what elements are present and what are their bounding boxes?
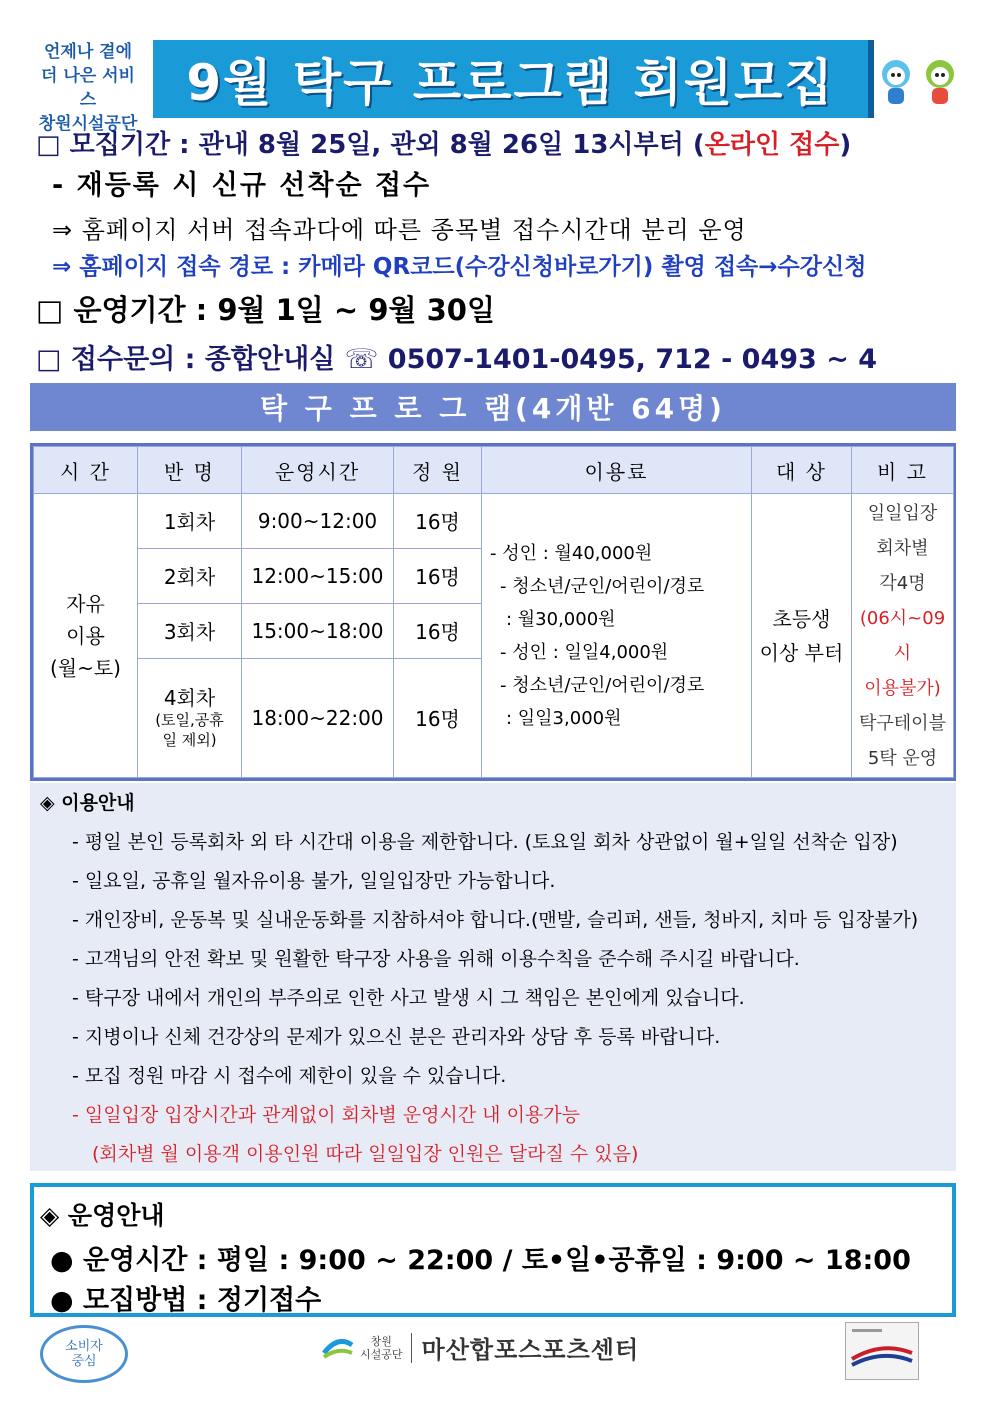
mascot-icon	[874, 52, 964, 108]
online-label: 온라인 접수	[704, 130, 840, 160]
fee-line: : 일일3,000원	[506, 707, 622, 729]
remarks-line: 이용불가)	[864, 677, 941, 699]
guide-item: - 지병이나 신체 건강상의 문제가 있으신 분은 관리자와 상담 후 등록 바랍니다.	[72, 1026, 721, 1048]
route-note: ⇒ 홈페이지 접속 경로 : 카메라 QR코드(수강신청바로가기) 촬영 접속→수강신청	[52, 254, 867, 280]
remarks-line: 일일입장	[867, 502, 938, 524]
class-name: 4회차	[163, 685, 216, 710]
title-banner	[153, 40, 874, 118]
org-name-line: 시설공단	[360, 1347, 403, 1361]
class-capacity: 16명	[394, 494, 482, 549]
org-logo-icon	[320, 1333, 356, 1363]
consumer-badge	[40, 1325, 128, 1383]
class-note: (토일,공휴	[155, 710, 224, 729]
remarks-cell	[852, 494, 954, 778]
center-name: 마산합포스포츠센터	[421, 1336, 640, 1364]
fee-line: : 월30,000원	[506, 608, 616, 630]
guide-item: - 평일 본인 등록회차 외 타 시간대 이용을 제한합니다. (토요일 회차 상관없이 월+일일 선착순 입장)	[72, 831, 898, 853]
class-note: 일 제외)	[162, 730, 217, 749]
header-remarks: 비 고	[852, 447, 954, 494]
header-target: 대 상	[752, 447, 852, 494]
class-hours: 18:00~22:00	[242, 658, 394, 777]
header-capacity: 정 원	[394, 447, 482, 494]
divider	[411, 1333, 412, 1363]
class-name: 2회차	[138, 548, 242, 603]
fee-cell	[482, 494, 752, 778]
fee-line: - 청소년/군인/어린이/경로	[500, 575, 705, 597]
slogan	[34, 40, 142, 136]
class-capacity: 16명	[394, 603, 482, 658]
operation-title: ◈ 운영안내	[40, 1201, 165, 1230]
remarks-line: 각4명	[879, 572, 926, 594]
time-cell	[34, 494, 138, 778]
class-name: 1회차	[138, 494, 242, 549]
class-capacity: 16명	[394, 658, 482, 777]
slogan-line-1: 언제나 곁에	[43, 42, 133, 62]
target-line: 이상 부터	[759, 640, 844, 665]
inquiry: □ 접수문의 : 종합안내실 ☏ 0507-1401-0495, 712 - 0493 ~ 4	[36, 344, 878, 375]
remarks-line: 회차별	[876, 537, 929, 559]
certification-icon	[845, 1322, 919, 1380]
class-capacity: 16명	[394, 548, 482, 603]
operation-hours: ● 운영시간 : 평일 : 9:00 ~ 22:00 / 토•일•공휴일 : 9:00 ~ 18:00	[50, 1245, 911, 1276]
program-banner-text: 탁 구 프 로 그 램(4개반 64명)	[260, 392, 726, 425]
operation-period: □ 운영기간 : 9월 1일 ~ 9월 30일	[36, 293, 495, 327]
recruit-method: ● 모집방법 : 정기접수	[50, 1285, 322, 1316]
footer-logo	[320, 1330, 639, 1365]
guide-item: - 일요일, 공휴일 월자유이용 불가, 일일입장만 가능합니다.	[72, 870, 556, 892]
fee-line: - 성인 : 월40,000원	[490, 542, 653, 564]
class-name-cell	[138, 658, 242, 777]
time-cell-line: 자유	[66, 591, 105, 616]
guide-item: - 개인장비, 운동복 및 실내운동화를 지참하셔야 합니다.(맨발, 슬리퍼, 샌들, 청바지, 치마 등 입장불가)	[72, 909, 919, 931]
target-cell	[752, 494, 852, 778]
class-hours: 9:00~12:00	[242, 494, 394, 549]
table-row	[34, 494, 954, 549]
header-time: 시 간	[34, 447, 138, 494]
program-table	[30, 443, 956, 781]
header-fee: 이용료	[482, 447, 752, 494]
header-class: 반 명	[138, 447, 242, 494]
guide-item: - 고객님의 안전 확보 및 원활한 탁구장 사용을 위해 이용수칙을 준수해 주시길 바랍니다.	[72, 948, 800, 970]
guide-item-warning: - 일일입장 입장시간과 관계없이 회차별 운영시간 내 이용가능	[72, 1104, 580, 1126]
fee-line: - 성인 : 일일4,000원	[500, 641, 669, 663]
org-name-small	[360, 1335, 403, 1361]
time-cell-line: (월~토)	[49, 655, 121, 680]
target-line: 초등생	[772, 606, 831, 631]
recruit-period-text: □ 모집기간 : 관내 8월 25일, 관외 8월 26일 13시부터 (	[36, 130, 705, 160]
badge-line: 중심	[71, 1354, 97, 1369]
remarks-line: 탁구테이블	[859, 712, 946, 734]
guide-title: ◈ 이용안내	[40, 792, 135, 814]
reregister-note: - 재등록 시 신규 선착순 접수	[52, 170, 432, 201]
recruit-period-close: )	[839, 130, 852, 160]
guide-item-warning: (회차별 월 이용객 이용인원 따라 일일입장 인원은 달라질 수 있음)	[92, 1143, 639, 1165]
class-hours: 15:00~18:00	[242, 603, 394, 658]
class-hours: 12:00~15:00	[242, 548, 394, 603]
remarks-line: (06시~09시	[859, 607, 946, 664]
class-name: 3회차	[138, 603, 242, 658]
page-title: 9월 탁구 프로그램 회원모집	[186, 54, 835, 112]
table-header-row	[34, 447, 954, 494]
server-note: ⇒ 홈페이지 서버 접속과다에 따른 종목별 접수시간대 분리 운영	[52, 216, 747, 244]
org-name-line: 창원	[370, 1334, 392, 1348]
time-cell-line: 이용	[66, 623, 105, 648]
slogan-line-3: 창원시설공단	[38, 114, 138, 134]
remarks-line: 5탁 운영	[867, 747, 938, 769]
header-hours: 운영시간	[242, 447, 394, 494]
badge-line: 소비자	[65, 1339, 103, 1354]
slogan-line-2: 더 나은 서비스	[41, 66, 135, 110]
program-banner	[30, 383, 956, 431]
fee-line: - 청소년/군인/어린이/경로	[500, 674, 705, 696]
recruit-period	[36, 124, 851, 161]
guide-item: - 모집 정원 마감 시 접수에 제한이 있을 수 있습니다.	[72, 1065, 507, 1087]
guide-item: - 탁구장 내에서 개인의 부주의로 인한 사고 발생 시 그 책임은 본인에게 있습니다.	[72, 987, 745, 1009]
